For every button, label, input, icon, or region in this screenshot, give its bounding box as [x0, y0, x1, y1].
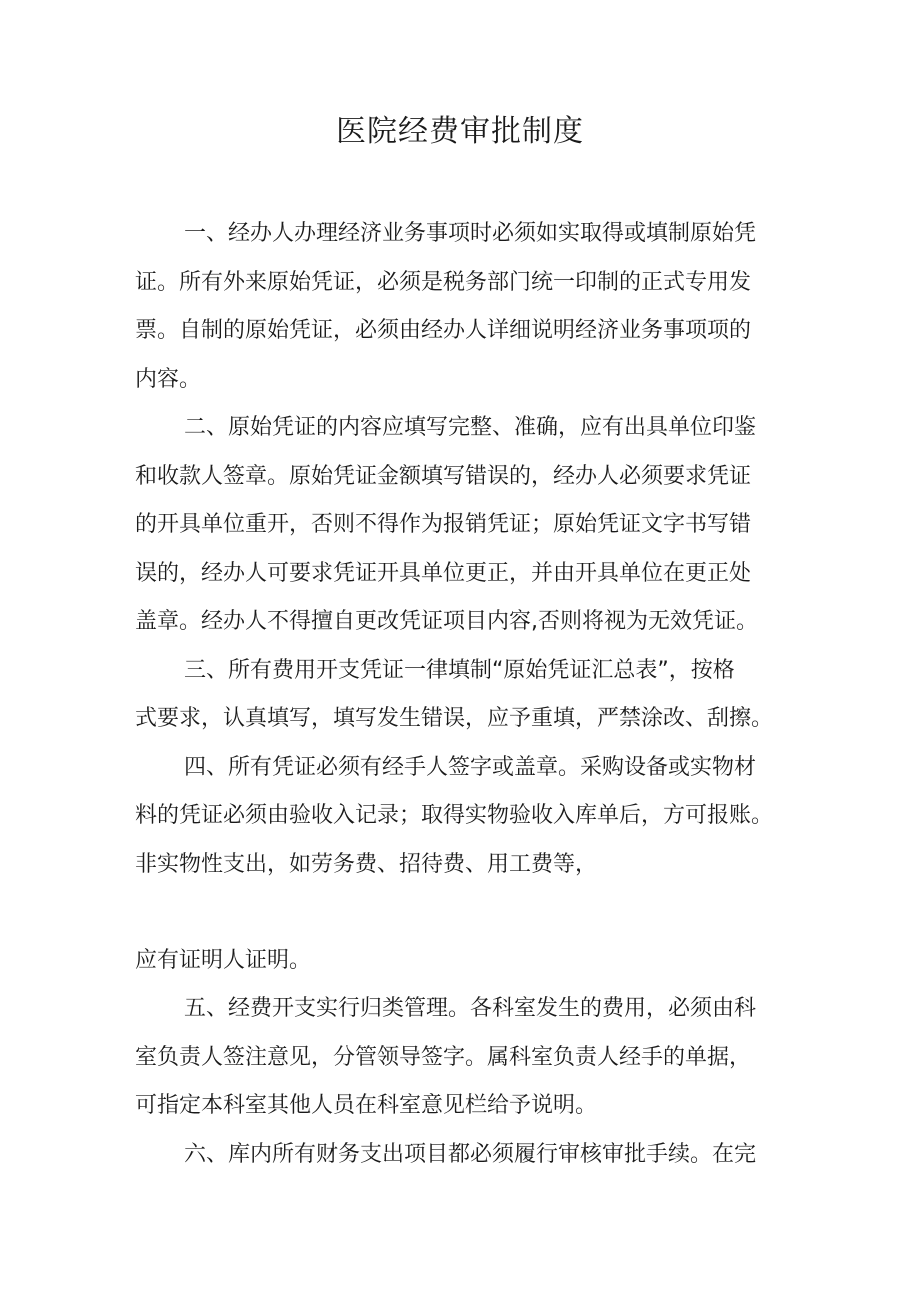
clause-3-line-2: 式要求，认真填写，填写发生错误，应予重填，严禁涂改、刮擦。	[135, 706, 774, 731]
clause-2-line-2: 和收款人签章。原始凭证金额填写错误的，经办人必须要求凭证	[135, 464, 752, 489]
clause-4-line-3: 非实物性支出，如劳务费、招待费、用工费等，	[135, 852, 598, 877]
clause-4-line-1: 四、所有凭证必须有经手人签字或盖章。采购设备或实物材	[184, 755, 757, 780]
clause-2-line-1: 二、原始凭证的内容应填写完整、准确，应有出具单位印鉴	[184, 415, 757, 440]
clause-5-line-1: 五、经费开支实行归类管理。各科室发生的费用，必须由科	[184, 996, 757, 1021]
clause-1-line-2: 证。所有外来原始凭证，必须是税务部门统一印制的正式专用发	[135, 270, 752, 295]
clause-5-line-3: 可指定本科室其他人员在科室意见栏给予说明。	[135, 1093, 598, 1118]
clause-1-line-1: 一、经办人办理经济业务事项时必须如实取得或填制原始凭	[184, 221, 757, 246]
clause-6-line-1: 六、库内所有财务支出项目都必须履行审核审批手续。在完	[184, 1142, 757, 1167]
clause-4-line-4: 应有证明人证明。	[135, 948, 312, 973]
clause-2-line-4: 误的，经办人可要求凭证开具单位更正，并由开具单位在更正处	[135, 561, 752, 586]
clause-1-line-4: 内容。	[135, 367, 202, 392]
clause-3-line-1: 三、所有费用开支凭证一律填制“原始凭证汇总表”，按格	[184, 658, 735, 683]
clause-1-line-3: 票。自制的原始凭证，必须由经办人详细说明经济业务事项项的	[135, 318, 752, 343]
clause-2-line-3: 的开具单位重开，否则不得作为报销凭证；原始凭证文字书写错	[135, 512, 752, 537]
document-title: 医院经费审批制度	[336, 114, 584, 149]
clause-2-line-5: 盖章。经办人不得擅自更改凭证项目内容,否则将视为无效凭证。	[135, 609, 758, 634]
clause-5-line-2: 室负责人签注意见，分管领导签字。属科室负责人经手的单据，	[135, 1045, 752, 1070]
clause-4-line-2: 料的凭证必须由验收入记录；取得实物验收入库单后，方可报账。	[135, 803, 774, 828]
